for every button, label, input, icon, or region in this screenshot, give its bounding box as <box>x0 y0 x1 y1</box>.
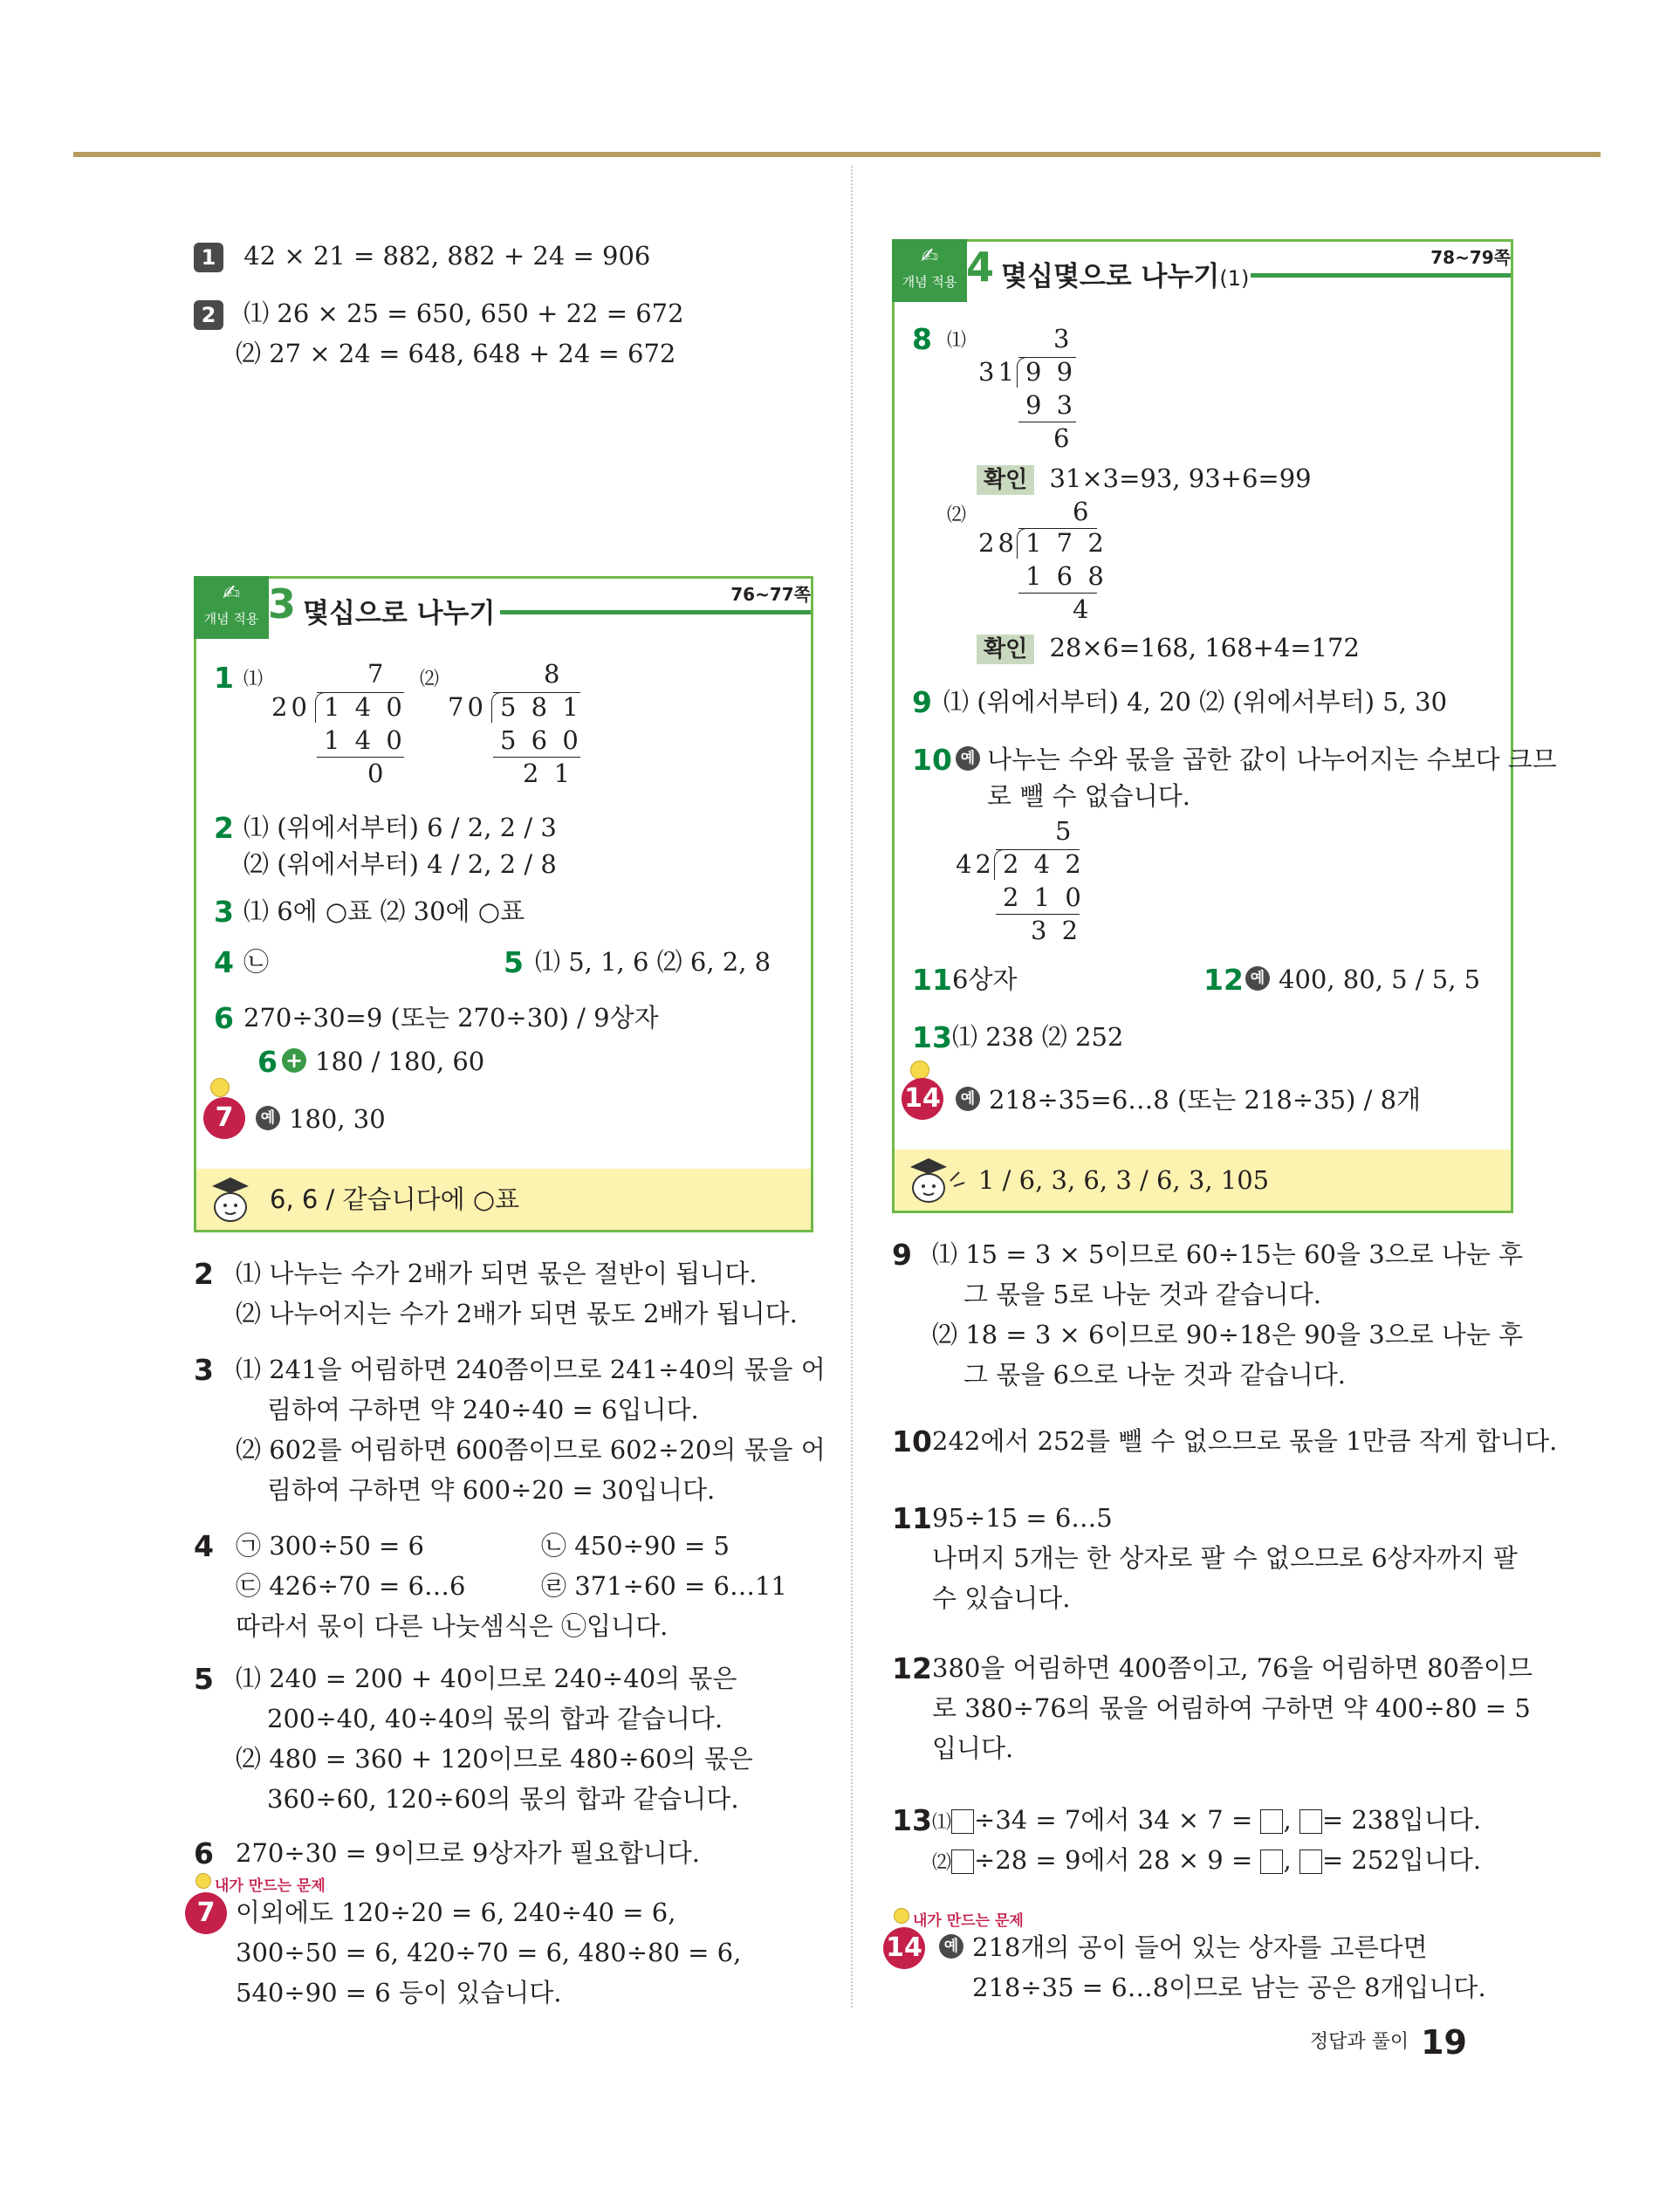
s9-line3: ⑵ 18 = 3 × 6이므로 90÷18은 90을 3으로 나눈 후 <box>932 1320 1524 1349</box>
check-badge: 확인 <box>977 465 1034 495</box>
example-icon: 예 <box>256 1106 280 1130</box>
s2-number: 2 <box>194 1257 214 1291</box>
s14-line2: 218÷35 = 6…8이므로 남는 공은 8개입니다. <box>972 1973 1486 2002</box>
s7-line3: 540÷90 = 6 등이 있습니다. <box>236 1978 562 2007</box>
s5-line1: ⑴ 240 = 200 + 40이므로 240÷40의 몫은 <box>236 1664 737 1693</box>
check-8b: 확인 28×6=168, 168+4=172 <box>977 628 1360 668</box>
s2-line1: ⑴ 나누는 수가 2배가 되면 몫은 절반이 됩니다. <box>236 1259 758 1288</box>
s4-e: 따라서 몫이 다른 나눗셈식은 ㉡입니다. <box>236 1611 669 1641</box>
s11-line3: 수 있습니다. <box>932 1583 1071 1613</box>
blank-box <box>1299 1809 1322 1834</box>
p1-number: 1 <box>214 661 234 695</box>
s4-number: 4 <box>194 1529 214 1563</box>
s14-number: 14 <box>883 1927 925 1969</box>
p1-a-label: ⑴ <box>243 669 264 690</box>
s3-line3: ⑵ 602를 어림하면 600쯤이므로 602÷20의 몫을 어 <box>236 1435 826 1465</box>
s7-number: 7 <box>185 1892 227 1934</box>
top-gold-bar <box>73 152 1601 157</box>
section-number: 3 <box>268 580 297 628</box>
top-q2 <box>194 293 684 333</box>
p5-text: ⑴ 5, 1, 6 ⑵ 6, 2, 8 <box>535 947 771 977</box>
s9-line4: 그 몫을 6으로 나눈 것과 같습니다. <box>963 1360 1346 1390</box>
smile-icon <box>894 1908 909 1927</box>
q1-badge: 1 <box>194 243 223 272</box>
s9-number: 9 <box>892 1238 912 1272</box>
s11-line1: 95÷15 = 6…5 <box>932 1503 1113 1533</box>
s13-line1: ⑴ ÷34 = 7에서 34 × 7 = , = 238입니다. <box>932 1805 1482 1835</box>
p11-text: 6상자 <box>952 964 1018 994</box>
concept-tab: ✍ 개념 적용 <box>892 239 967 302</box>
s4-c: ㉢ 426÷70 = 6…6 <box>236 1571 466 1601</box>
p6-number: 6 <box>214 1001 234 1035</box>
q2-badge: 2 <box>194 300 223 330</box>
s3-line1: ⑴ 241을 어림하면 240쯤이므로 241÷40의 몫을 어 <box>236 1355 826 1384</box>
s5-line2: 200÷40, 40÷40의 몫의 합과 같습니다. <box>267 1704 723 1733</box>
concept-box-4: ✍ 개념 적용 4 몇십몇으로 나누기(1) 78~79쪽 8 ⑴ 3 31 9 9 9 3 6 확인 31×3=93, 93+6=99 ⑵ 6 28 1 7 2 1 6 8 4 확인 28×6=168, 168+4=172 9 ⑴ (위에서부터) 4, 20 ⑵ (위에서부터) 5, 30 10 예 나누는 수와 몫을 곱한 값이 나누어지는 수보다 크므 로 뺄 수 없습니다. 5 42 2 4 2 2 1 0 3 2 11 6상자 12 예 400, 80, 5 / 5, 5 13 ⑴ 238 ⑵ 252 14 예 218÷35=6…8 (또는 218÷35) / 8개 1 / 6, 3, 6, 3 / 6, 3, 105 <box>892 239 1513 1213</box>
s10-number: 10 <box>892 1424 932 1458</box>
p14-number: 14 <box>902 1078 943 1120</box>
q2-line1: ⑴ 26 × 25 = 650, 650 + 22 = 672 <box>243 299 684 328</box>
p10-line2: 로 뺄 수 없습니다. <box>987 781 1190 811</box>
header-line <box>500 610 811 614</box>
pencil-icon: ✍ <box>920 244 939 268</box>
p1-b-label: ⑵ <box>420 669 440 690</box>
s4-d: ㉣ 371÷60 = 6…11 <box>541 1571 787 1601</box>
plus-icon: + <box>282 1048 306 1073</box>
p11-number: 11 <box>912 963 952 997</box>
p2-number: 2 <box>214 811 234 845</box>
s12-line2: 로 380÷76의 몫을 어림하여 구하면 약 400÷80 = 5 <box>932 1693 1531 1723</box>
p6plus-number: 6 <box>257 1045 278 1079</box>
p5-number: 5 <box>504 945 524 979</box>
p14-text: 218÷35=6…8 (또는 218÷35) / 8개 <box>989 1085 1422 1115</box>
s13-line2: ⑵ ÷28 = 9에서 28 × 9 = , = 252입니다. <box>932 1845 1482 1875</box>
s11-number: 11 <box>892 1501 932 1535</box>
summary-bar <box>196 1169 811 1230</box>
s7-line2: 300÷50 = 6, 420÷70 = 6, 480÷80 = 6, <box>236 1938 742 1967</box>
p2-line2: ⑵ (위에서부터) 4 / 2, 2 / 8 <box>243 849 557 879</box>
s14-line1: 218개의 공이 들어 있는 상자를 고른다면 <box>972 1932 1428 1962</box>
p10-line1: 나누는 수와 몫을 곱한 값이 나누어지는 수보다 크므 <box>987 745 1557 774</box>
footer-label: 정답과 풀이 <box>1309 2031 1409 2053</box>
p9-text: ⑴ (위에서부터) 4, 20 ⑵ (위에서부터) 5, 30 <box>943 687 1448 717</box>
p7-text: 180, 30 <box>289 1104 386 1134</box>
example-icon: 예 <box>956 1087 980 1111</box>
p12-number: 12 <box>1203 963 1244 997</box>
s13-number: 13 <box>892 1803 932 1837</box>
p9-number: 9 <box>912 685 932 719</box>
p8-b-label: ⑵ <box>947 504 967 526</box>
concept-tab: ✍ 개념 적용 <box>194 576 269 639</box>
summary-text: 6, 6 / 같습니다에 ○표 <box>270 1184 520 1214</box>
p7-number: 7 <box>203 1097 245 1139</box>
pencil-icon: ✍ <box>222 580 241 605</box>
section-title: 몇십몇으로 나누기(1) <box>1001 261 1250 292</box>
s6-number: 6 <box>194 1836 214 1870</box>
q1-text: 42 × 21 = 882, 882 + 24 = 906 <box>243 241 651 271</box>
s11-line2: 나머지 5개는 한 상자로 팔 수 없으므로 6상자까지 팔 <box>932 1543 1518 1573</box>
p10-number: 10 <box>912 743 952 777</box>
page-footer <box>1310 2023 1467 2062</box>
s7-line1: 이외에도 120÷20 = 6, 240÷40 = 6, <box>236 1898 676 1927</box>
page-range: 78~79쪽 <box>1430 247 1511 268</box>
p8-number: 8 <box>912 322 932 356</box>
s12-number: 12 <box>892 1651 932 1685</box>
p8-a-label: ⑴ <box>947 330 967 352</box>
header-line <box>1251 273 1511 278</box>
s3-number: 3 <box>194 1353 214 1387</box>
s9-line2: 그 몫을 5로 나눈 것과 같습니다. <box>963 1280 1321 1309</box>
blank-box <box>951 1809 974 1834</box>
smile-icon <box>195 1873 211 1892</box>
s5-line3: ⑵ 480 = 360 + 120이므로 480÷60의 몫은 <box>236 1744 753 1774</box>
check-8a: 확인 31×3=93, 93+6=99 <box>977 458 1312 498</box>
example-icon: 예 <box>939 1934 963 1959</box>
top-q1 <box>194 236 650 276</box>
p3-number: 3 <box>214 895 234 929</box>
s3-line2: 림하여 구하면 약 240÷40 = 6입니다. <box>267 1395 699 1424</box>
s4-b: ㉡ 450÷90 = 5 <box>541 1531 730 1561</box>
column-divider <box>851 166 853 2007</box>
p13-text: ⑴ 238 ⑵ 252 <box>952 1022 1124 1052</box>
p6-text: 270÷30=9 (또는 270÷30) / 9상자 <box>243 1003 659 1033</box>
s2-line2: ⑵ 나누어지는 수가 2배가 되면 몫도 2배가 됩니다. <box>236 1299 798 1328</box>
page-number: 19 <box>1421 2023 1467 2062</box>
s12-line1: 380을 어림하면 400쯤이고, 76을 어림하면 80쯤이므 <box>932 1653 1533 1683</box>
my-problem-tag: 내가 만드는 문제 <box>913 1912 1024 1930</box>
p3-text: ⑴ 6에 ○표 ⑵ 30에 ○표 <box>243 896 525 926</box>
s3-line4: 림하여 구하면 약 600÷20 = 30입니다. <box>267 1475 716 1505</box>
blank-box <box>1299 1850 1322 1874</box>
summary-text: 1 / 6, 3, 6, 3 / 6, 3, 105 <box>978 1165 1270 1195</box>
summary-bar <box>895 1150 1511 1211</box>
p2-line1: ⑴ (위에서부터) 6 / 2, 2 / 3 <box>243 813 557 842</box>
mascot-icon <box>907 1155 968 1204</box>
p6plus-text: 180 / 180, 60 <box>315 1047 485 1076</box>
example-icon: 예 <box>1245 966 1270 991</box>
section-title: 몇십으로 나누기 <box>303 598 496 629</box>
mascot-icon <box>209 1174 252 1223</box>
section-number: 4 <box>966 244 995 291</box>
s5-number: 5 <box>194 1662 214 1696</box>
concept-box-3: ✍ 개념 적용 3 몇십으로 나누기 76~77쪽 1 ⑴ 7 20 1 4 0 1 4 0 0 ⑵ 8 70 5 8 1 5 6 0 2 1 2 ⑴ (위에서부터) 6 / 2, 2 / 3 ⑵ (위에서부터) 4 / 2, 2 / 8 3 ⑴ 6에 ○표 ⑵ 30에 ○표 4 ㉡ 5 ⑴ 5, 1, 6 ⑵ 6, 2, 8 6 270÷30=9 (또는 270÷30) / 9상자 6 + 180 / 180, 60 7 예 180, 30 6, 6 / 같습니다에 ○표 <box>194 576 813 1232</box>
s12-line3: 입니다. <box>932 1733 1014 1763</box>
blank-box <box>1260 1850 1283 1874</box>
check-badge: 확인 <box>977 635 1034 664</box>
p13-number: 13 <box>912 1020 952 1054</box>
p4-number: 4 <box>214 945 234 979</box>
s10-text: 242에서 252를 뺄 수 없으므로 몫을 1만큼 작게 합니다. <box>932 1426 1558 1456</box>
s9-line1: ⑴ 15 = 3 × 5이므로 60÷15는 60을 3으로 나눈 후 <box>932 1239 1524 1269</box>
s4-a: ㉠ 300÷50 = 6 <box>236 1531 424 1561</box>
s5-line4: 360÷60, 120÷60의 몫의 합과 같습니다. <box>267 1784 739 1814</box>
p4-text: ㉡ <box>243 947 270 977</box>
blank-box <box>1260 1809 1283 1834</box>
blank-box <box>951 1850 974 1874</box>
s6-text: 270÷30 = 9이므로 9상자가 필요합니다. <box>236 1838 700 1868</box>
p12-text: 400, 80, 5 / 5, 5 <box>1279 964 1481 994</box>
q2-line2: ⑵ 27 × 24 = 648, 648 + 24 = 672 <box>236 339 676 368</box>
page-range: 76~77쪽 <box>730 584 811 605</box>
example-icon: 예 <box>956 746 980 771</box>
my-problem-tag: 내가 만드는 문제 <box>215 1877 326 1895</box>
